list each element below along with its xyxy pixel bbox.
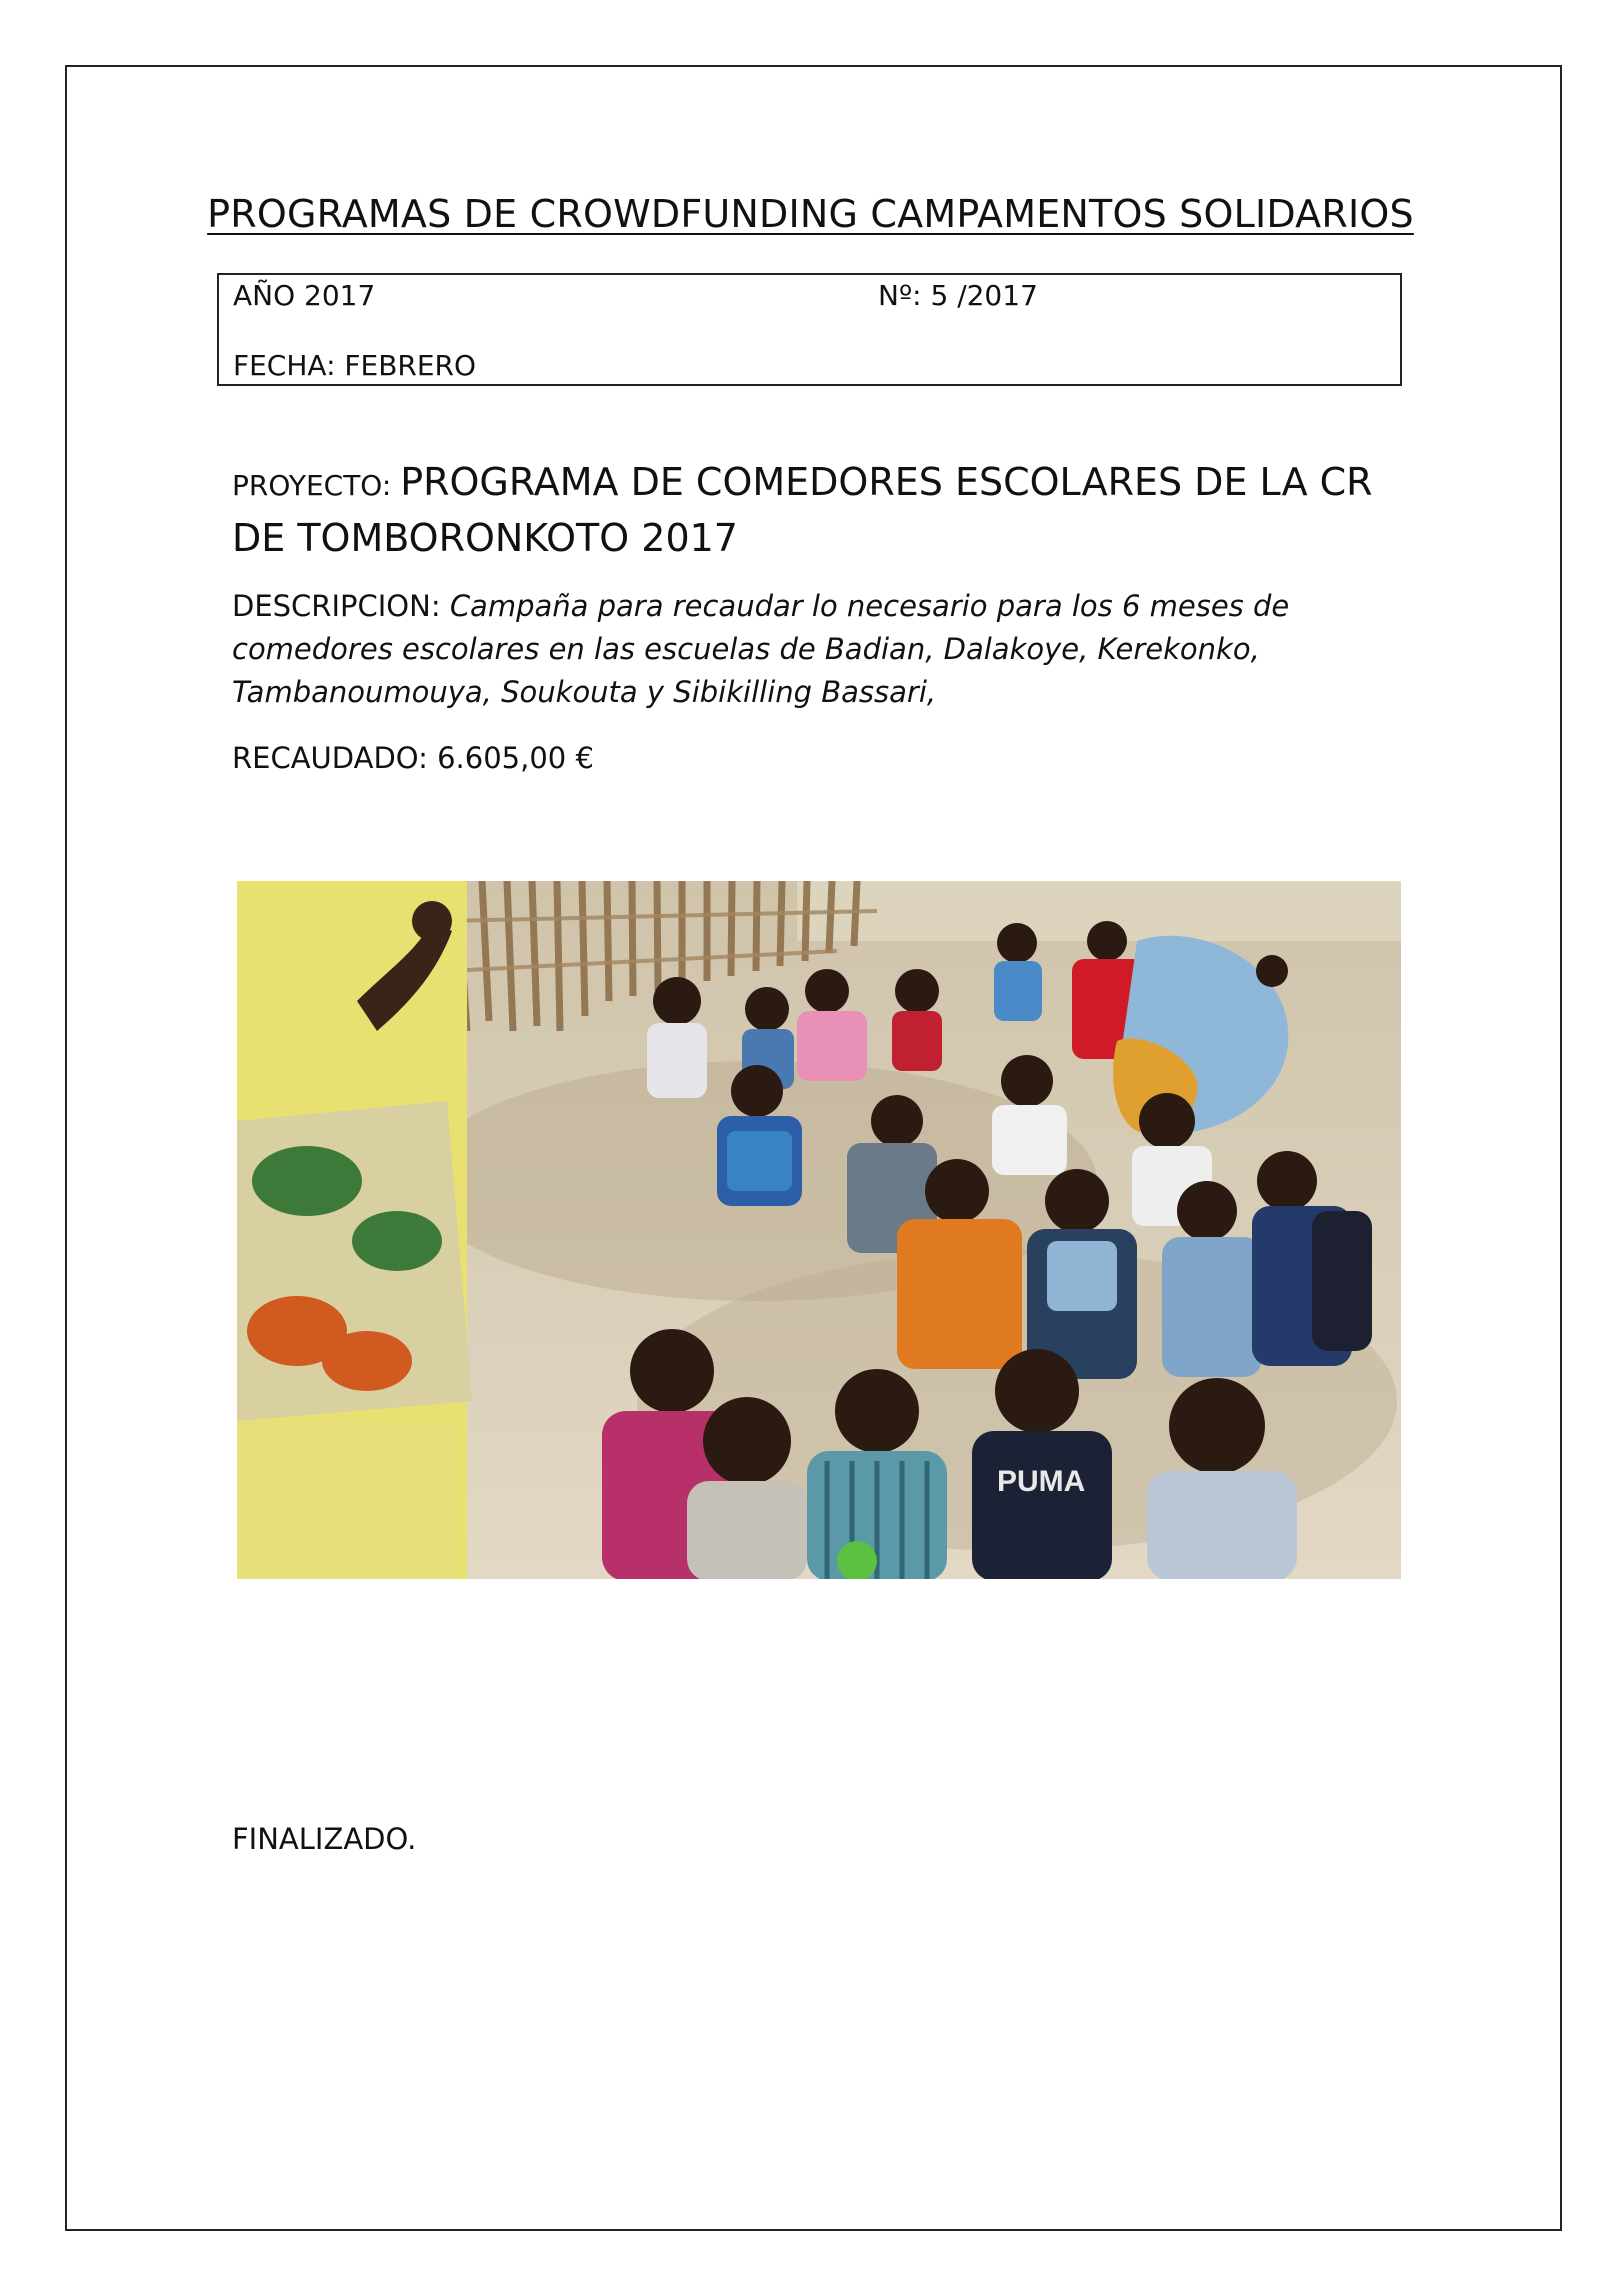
shirt-text: PUMA — [997, 1465, 1086, 1498]
status-text: FINALIZADO. — [232, 1822, 417, 1856]
document-title: PROGRAMAS DE CROWDFUNDING CAMPAMENTOS SOLIDARIOS — [207, 192, 1414, 236]
project-label: PROYECTO: — [232, 469, 401, 502]
description-label: DESCRIPCION: — [232, 589, 450, 623]
date-field: FECHA: FEBRERO — [233, 349, 477, 382]
project-section — [232, 456, 1412, 564]
description-section — [232, 585, 1417, 714]
project-name: PROGRAMA DE COMEDORES ESCOLARES DE LA CR DE TOMBORONKOTO 2017 — [232, 460, 1373, 560]
raised-amount: RECAUDADO: 6.605,00 € — [232, 741, 594, 775]
description-text: Campaña para recaudar lo necesario para los 6 meses de comedores escolares en las escuelas de Badian, Dalakoye, Kerekonko, Tambanoumouya, Soukouta y Sibikilling Bassari, — [232, 589, 1290, 709]
children-photo — [237, 881, 1401, 1579]
number-field: Nº: 5 /2017 — [878, 279, 1038, 312]
year-field: AÑO 2017 — [233, 279, 376, 312]
info-box — [217, 273, 1402, 386]
